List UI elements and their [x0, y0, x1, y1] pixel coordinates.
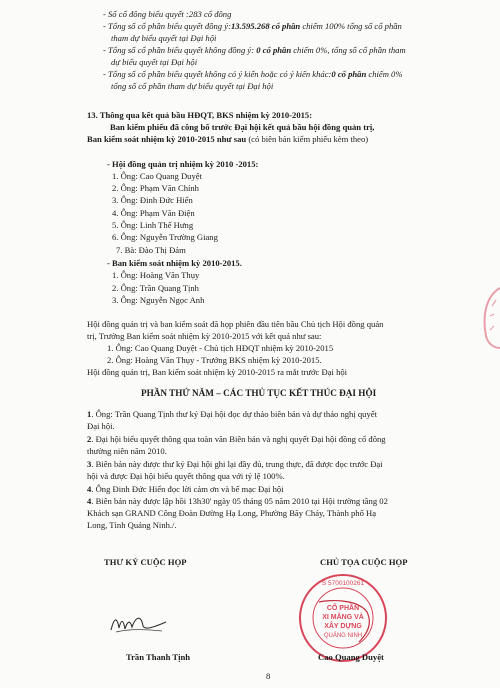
stamp-line: QUẢNG NINH [323, 633, 363, 639]
supervisory-title: - Ban kiểm soát nhiệm kỳ 2010-2015. [107, 258, 242, 268]
supervisory-member: 2. Ông: Trần Quang Tịnh [112, 283, 199, 293]
part-five-heading: PHẦN THỨ NĂM – CÁC THỦ TỤC KẾT THÚC ĐẠI HỘI [141, 388, 377, 398]
section-13-intro-1: Ban kiểm phiếu đã công bố trước Đại hội kết quả bầu hội đồng quản trị, [110, 122, 375, 132]
chair-title: CHỦ TỌA CUỘC HỌP [320, 557, 408, 567]
closing-item-cont: Khách sạn GRAND Công Đoàn Đường Hạ Long, Phường Bãy Cháy, Thành phố Hạ [87, 508, 377, 518]
vote-agree-cont: tham dự biểu quyết tại Đại hội [111, 33, 217, 43]
vote-disagree: - Tổng số cổ phần biểu quyết không đồng ý: 0 cổ phần chiếm 0%, tổng số cổ phần tham [103, 45, 406, 55]
vote-agree: - Tổng số cổ phần biểu quyết đồng ý:13.595.268 cổ phần chiếm 100% tổng số cổ phần [103, 21, 402, 31]
vote-disagree-cont: dự biểu quyết tại Đại hội [111, 57, 198, 67]
stamp-line: XÂY DỰNG [324, 623, 362, 630]
closing-item-cont: thường niên năm 2010. [87, 446, 167, 456]
closing-item: 4. Ông Đinh Đức Hiển đọc lời cảm ơn và bế mạc Đại hội [87, 484, 284, 494]
vote-no-opinion-cont: tổng số cổ phần tham dự biểu quyết tại Đại hội [111, 81, 274, 91]
stamp-line: XI MĂNG VÀ [322, 614, 364, 621]
board-member: 5. Ông: Linh Thế Hưng [112, 220, 194, 230]
board-member: 2. Ông: Phạm Văn Chính [112, 183, 199, 193]
vote-shareholders: - Số cổ đông biểu quyết :283 cổ đông [103, 9, 232, 19]
supervisory-member: 3. Ông: Nguyễn Ngọc Anh [112, 295, 205, 305]
supervisory-member: 1. Ông: Hoàng Văn Thụy [112, 270, 200, 280]
closing-item: 4. Biên bản này được lập hồi 13h30' ngày 05 tháng 05 năm 2010 tại Hội trường tầng 02 [87, 496, 388, 506]
meeting-result: 1. Ông: Cao Quang Duyệt - Chủ tịch HĐQT nhiệm kỳ 2010-2015 [107, 343, 334, 353]
chair-name: Cao Quang Duyệt [318, 652, 384, 662]
board-member: 6. Ông: Nguyễn Trường Giang [112, 232, 218, 242]
closing-item: 2. Đại hội biểu quyết thông qua toàn văn Biên bản và nghị quyết Đại hội đồng cổ đông [87, 434, 386, 444]
stamp-line: CỔ PHẦN [326, 605, 360, 612]
closing-item: 1. Ông: Trần Quang Tịnh thư ký Đại hội đọc dự thảo biên bản và dự thảo nghị quyết [87, 409, 377, 419]
board-member: 7. Bà: Đào Thị Đảm [116, 245, 186, 255]
board-member: 3. Ông: Đinh Đức Hiển [112, 195, 193, 205]
secretary-title: THƯ KÝ CUỘC HỌP [104, 557, 187, 567]
meeting-text: trị, Trưởng Ban kiểm soát nhiệm kỳ 2010-2015 với kết quả như sau: [87, 331, 322, 341]
edge-seal-mark [476, 286, 500, 350]
meeting-result: 2. Ông: Hoàng Văn Thụy - Trưởng BKS nhiệm kỳ 2010-2015. [107, 355, 322, 365]
meeting-text: Hội đồng quản trị và ban kiểm soát đã họp phiên đầu tiên bầu Chủ tịch Hội đồng quản [87, 319, 384, 329]
board-member: 1. Ông: Cao Quang Duyệt [112, 171, 202, 181]
section-13-intro-2: Ban kiểm soát nhiệm kỳ 2010-2015 như sau (có biên bản kiểm phiếu kèm theo) [87, 134, 369, 144]
page-number: 8 [266, 671, 271, 681]
stamp-code: S 5700100261 [321, 580, 365, 587]
closing-item-cont: Đại hội. [87, 421, 115, 431]
meeting-text: Hội đồng quản trị, Ban kiểm soát nhiệm kỳ 2010-2015 ra mắt trước Đại hội [87, 367, 348, 377]
section-13-heading: 13. Thông qua kết quả bầu HĐQT, BKS nhiệm kỳ 2010-2015: [87, 110, 313, 120]
board-member: 4. Ông: Phạm Văn Điện [112, 208, 195, 218]
closing-item-cont: Long, Tỉnh Quảng Ninh./. [87, 520, 177, 530]
secretary-signature-image [108, 610, 170, 636]
company-seal-stamp [297, 572, 389, 664]
closing-item-cont: hội và được Đại hội biểu quyết thông qua với tỷ lệ 100%. [87, 471, 285, 481]
closing-item: 3. Biên bản này được thư ký Đại hội ghi lại đầy đủ, trung thực, đã được đọc trước Đại [87, 459, 383, 469]
vote-no-opinion: - Tổng số cổ phần biểu quyết không có ý kiến hoặc có ý kiến khác:0 cổ phần chiếm 0% [103, 69, 403, 79]
secretary-name: Trần Thanh Tịnh [126, 652, 191, 662]
board-title: - Hội đồng quản trị nhiệm kỳ 2010 -2015: [107, 159, 259, 169]
